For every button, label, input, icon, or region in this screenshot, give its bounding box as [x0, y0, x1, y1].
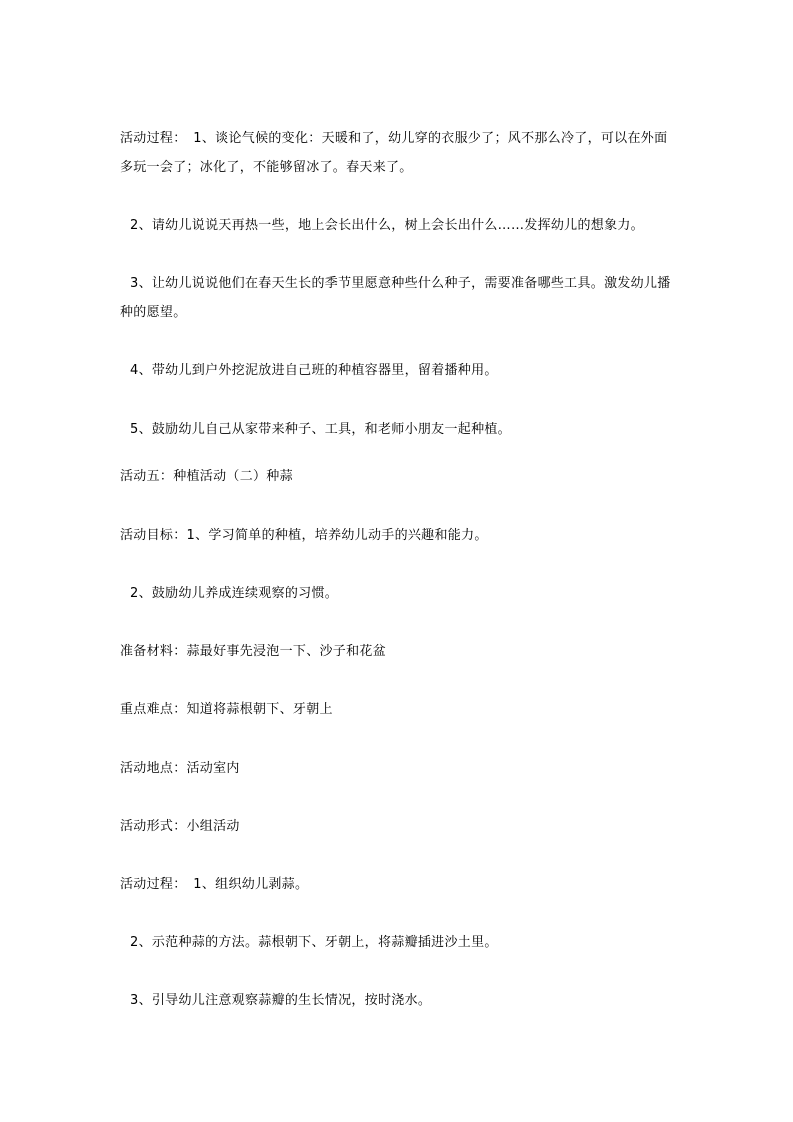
paragraph-line: 重点难点：知道将蒜根朝下、牙朝上	[120, 702, 333, 717]
paragraph-line: 种的愿望。	[120, 305, 187, 320]
paragraph-line: 活动过程： 1、谈论气候的变化：天暖和了，幼儿穿的衣服少了；风不那么冷了，可以在外面	[120, 131, 668, 146]
paragraph-line: 3、引导幼儿注意观察蒜瓣的生长情况，按时浇水。	[130, 993, 432, 1008]
paragraph-line: 准备材料：蒜最好事先浸泡一下、沙子和花盆	[120, 644, 387, 659]
paragraph-line: 多玩一会了；冰化了，不能够留冰了。春天来了。	[120, 160, 413, 175]
section-heading: 活动五：种植活动（二）种蒜	[120, 469, 293, 484]
paragraph-line: 活动目标：1、学习简单的种植，培养幼儿动手的兴趣和能力。	[120, 528, 488, 543]
paragraph-line: 活动地点：活动室内	[120, 761, 240, 776]
paragraph-line: 活动形式：小组活动	[120, 819, 240, 834]
paragraph-line: 5、鼓励幼儿自己从家带来种子、工具，和老师小朋友一起种植。	[130, 422, 511, 437]
paragraph-line: 2、示范种蒜的方法。蒜根朝下、牙朝上，将蒜瓣插进沙土里。	[130, 935, 498, 950]
paragraph-line: 2、鼓励幼儿养成连续观察的习惯。	[130, 586, 339, 601]
paragraph-line: 2、请幼儿说说天再热一些，地上会长出什么，树上会长出什么……发挥幼儿的想象力。	[130, 218, 644, 233]
paragraph-line: 4、带幼儿到户外挖泥放进自己班的种植容器里，留着播种用。	[130, 363, 498, 378]
paragraph-line: 3、让幼儿说说他们在春天生长的季节里愿意种些什么种子，需要准备哪些工具。激发幼儿播	[130, 276, 671, 291]
paragraph-line: 活动过程： 1、组织幼儿剥蒜。	[120, 877, 309, 892]
